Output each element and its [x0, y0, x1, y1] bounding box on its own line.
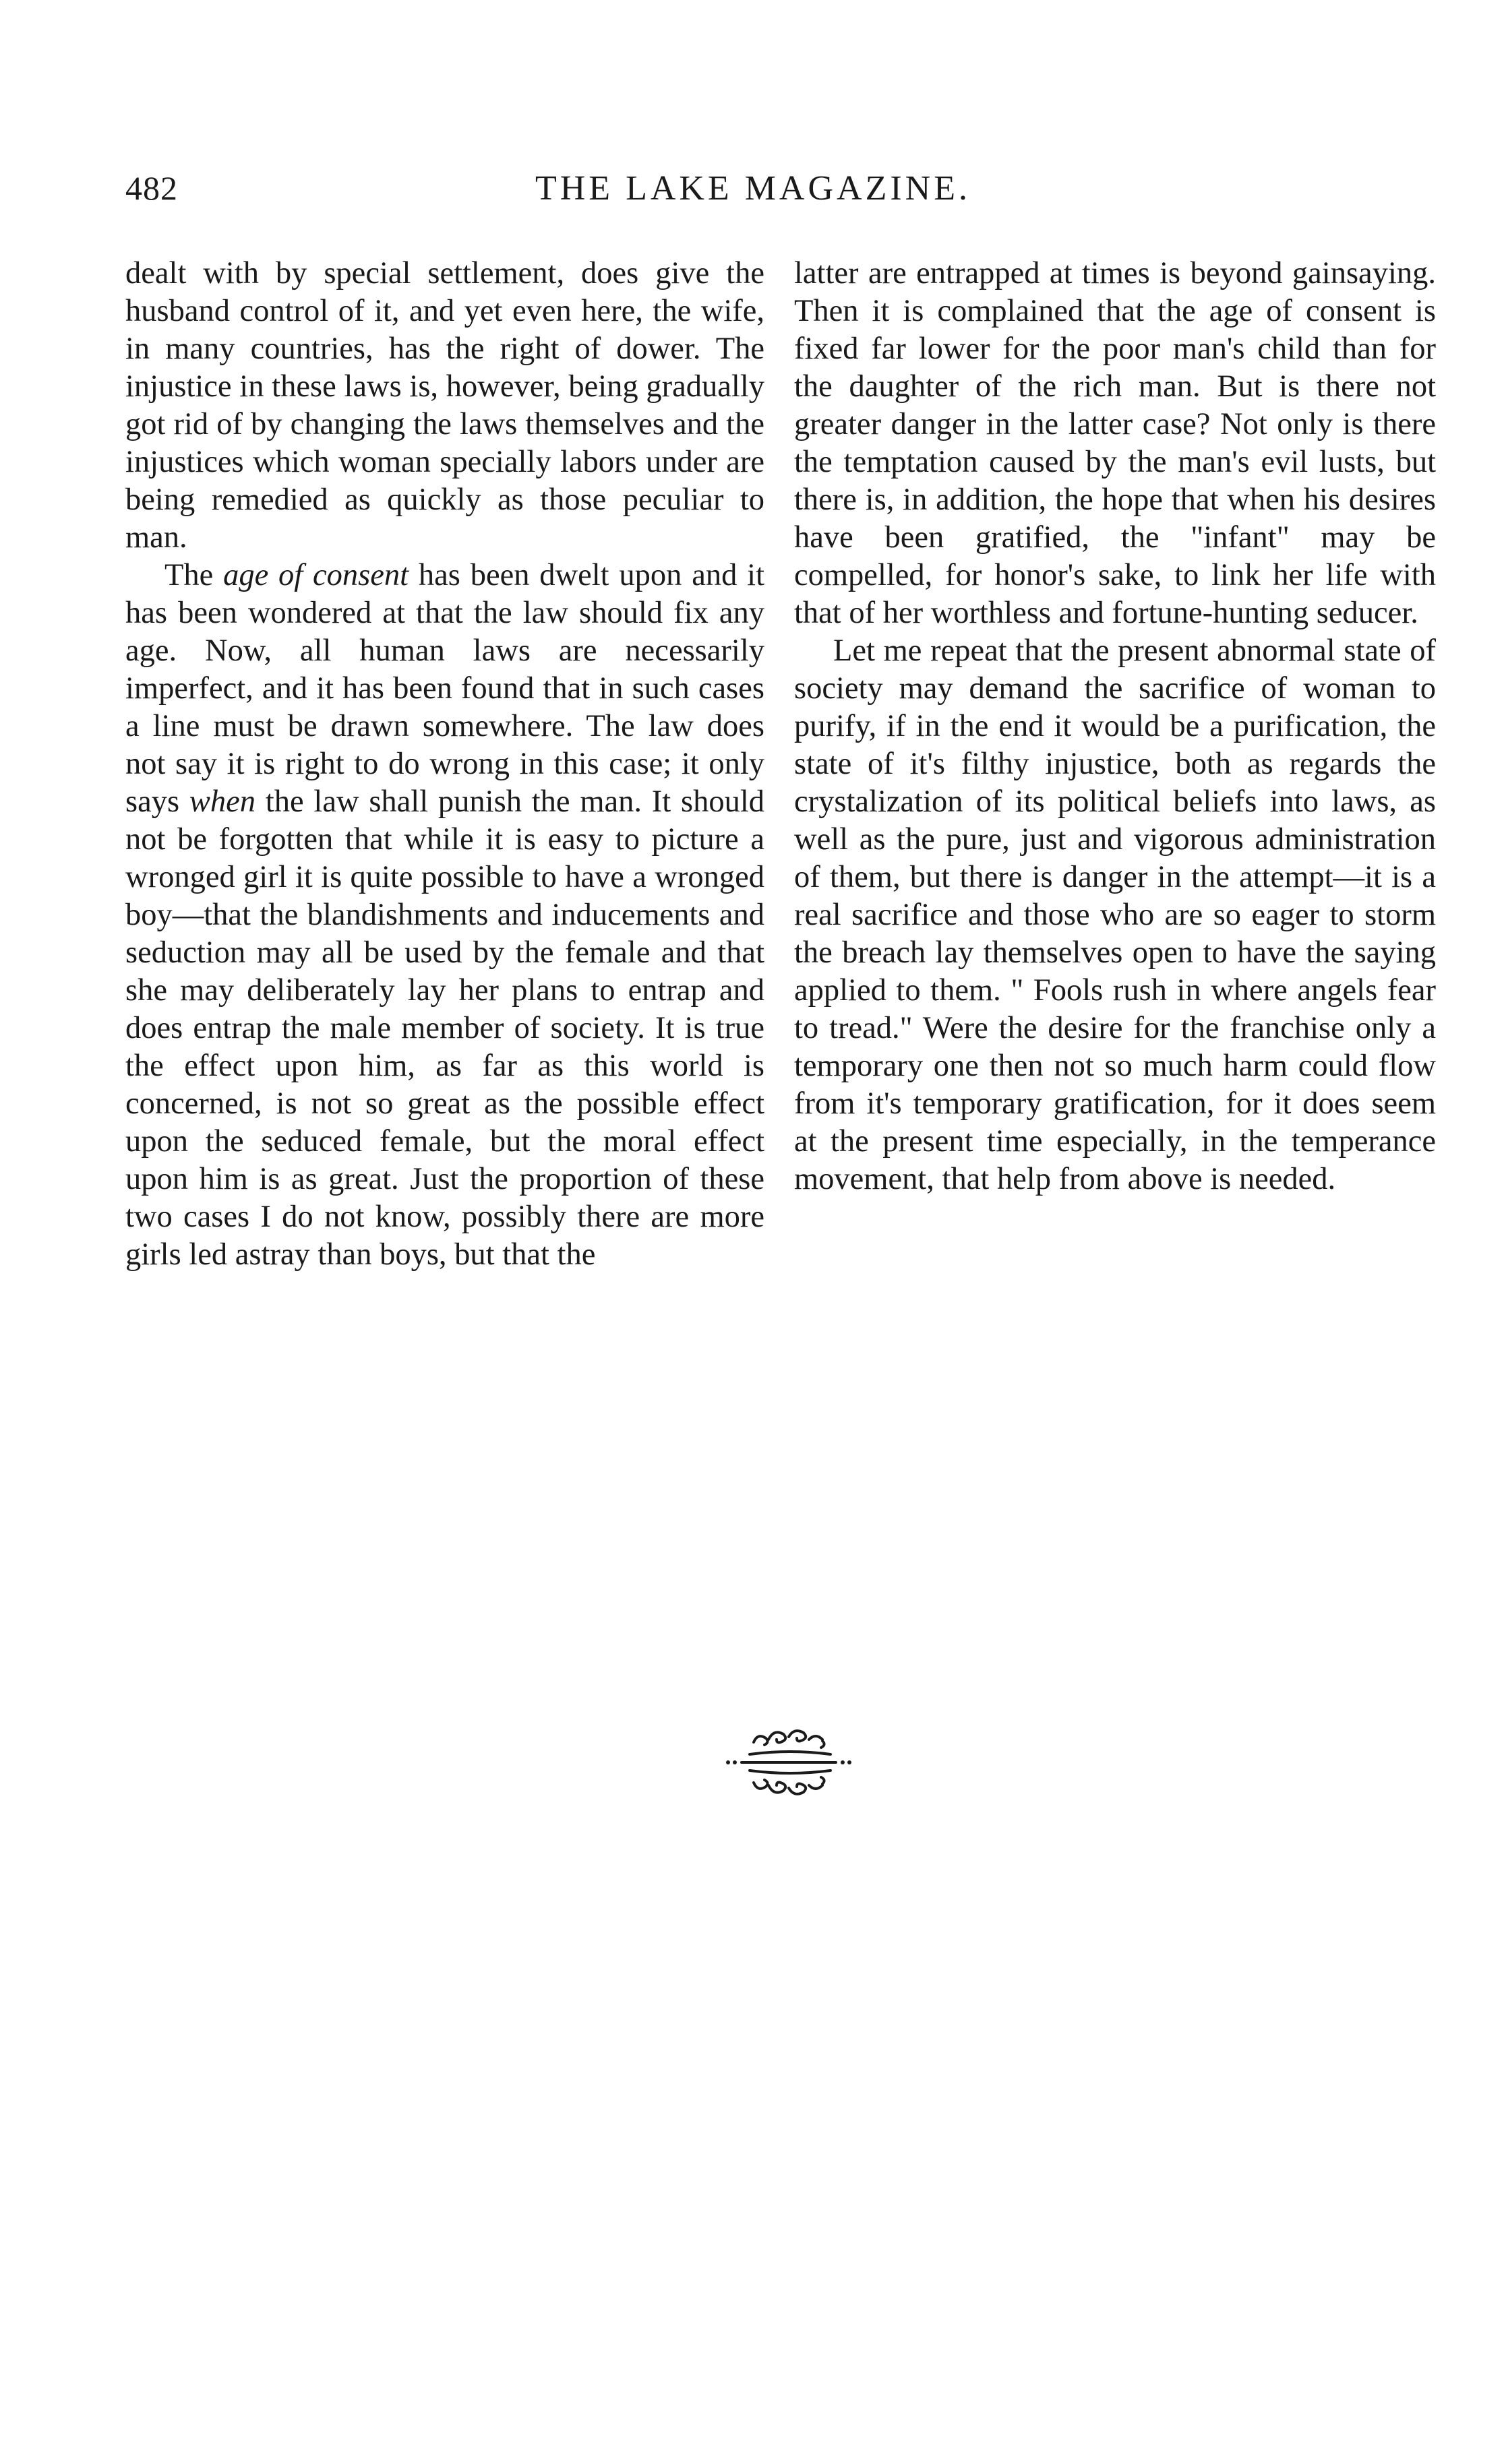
page-number: 482	[125, 169, 178, 207]
left-column	[125, 255, 764, 1274]
decorative-scroll-ornament-icon	[701, 1722, 876, 1803]
left-paragraph-1: dealt with by special settlement, does give the husband control of it, and yet even here, the wife, in many countries, has the right of dower. The injustice in these laws is, however, being gradually got rid of by changing the laws themselves and the injustices which woman specially labors under are being remedied as quickly as those peculiar to man.	[125, 256, 764, 555]
right-paragraph-2: Let me repeat that the present abnormal state of society may demand the sacrifice of woman to purify, if in the end it would be a purification, the state of it's filthy injustice, both as regards the crystalization of its political beliefs into laws, as well as the pure, just and vigorous administration of them, but there is danger in the attempt—it is a real sacrifice and those who are so eager to storm the breach lay themselves open to have the saying applied to them. " Fools rush in where angels fear to tread." Were the desire for the franchise only a temporary one then not so much harm could flow from it's temporary gratification, for it does seem at the present time especially, in the temperance movement, that help from above is needed.	[794, 634, 1436, 1196]
running-title: THE LAKE MAGAZINE.	[535, 169, 971, 208]
when-word: when	[189, 784, 256, 819]
left-paragraph-2-rest: the law shall punish the man. It should not be forgotten that while it is easy to picture a wronged girl it is quite possible to have a wronged boy—that the blandishments and inducements and seduction may all be used by the female and that she may deliberately lay her plans to entrap and does entrap the male member of society. It is true the effect upon him, as far as this world is concerned, is not so great as the possible effect upon the seduced female, but the moral effect upon him is as great. Just the proportion of these two cases I do not know, possibly there are more girls led astray than boys, but that the	[125, 784, 764, 1272]
age-of-consent-phrase: age of consent	[223, 558, 409, 592]
right-paragraph-1: latter are entrapped at times is beyond gainsaying. Then it is complained that the age of consent is fixed far lower for the poor man's child than for the daughter of the rich man. But is there not greater danger in the latter case? Not only is there the temptation caused by the man's evil lusts, but there is, in addition, the hope that when his desires have been gratified, the "infant" may be compelled, for honor's sake, to link her life with that of her worthless and fortune-hunting seducer.	[794, 256, 1436, 630]
left-paragraph-2-middle: has been dwelt upon and it has been wondered at that the law should fix any age. Now, all human laws are necessarily imperfect, and it has been found that in such cases a line must be drawn somewhere. The law does not say it is right to do wrong in this case; it only says	[125, 558, 764, 819]
right-column	[794, 255, 1436, 1198]
left-paragraph-2-lead: The	[164, 558, 224, 592]
left-paragraph-2	[125, 557, 764, 1274]
